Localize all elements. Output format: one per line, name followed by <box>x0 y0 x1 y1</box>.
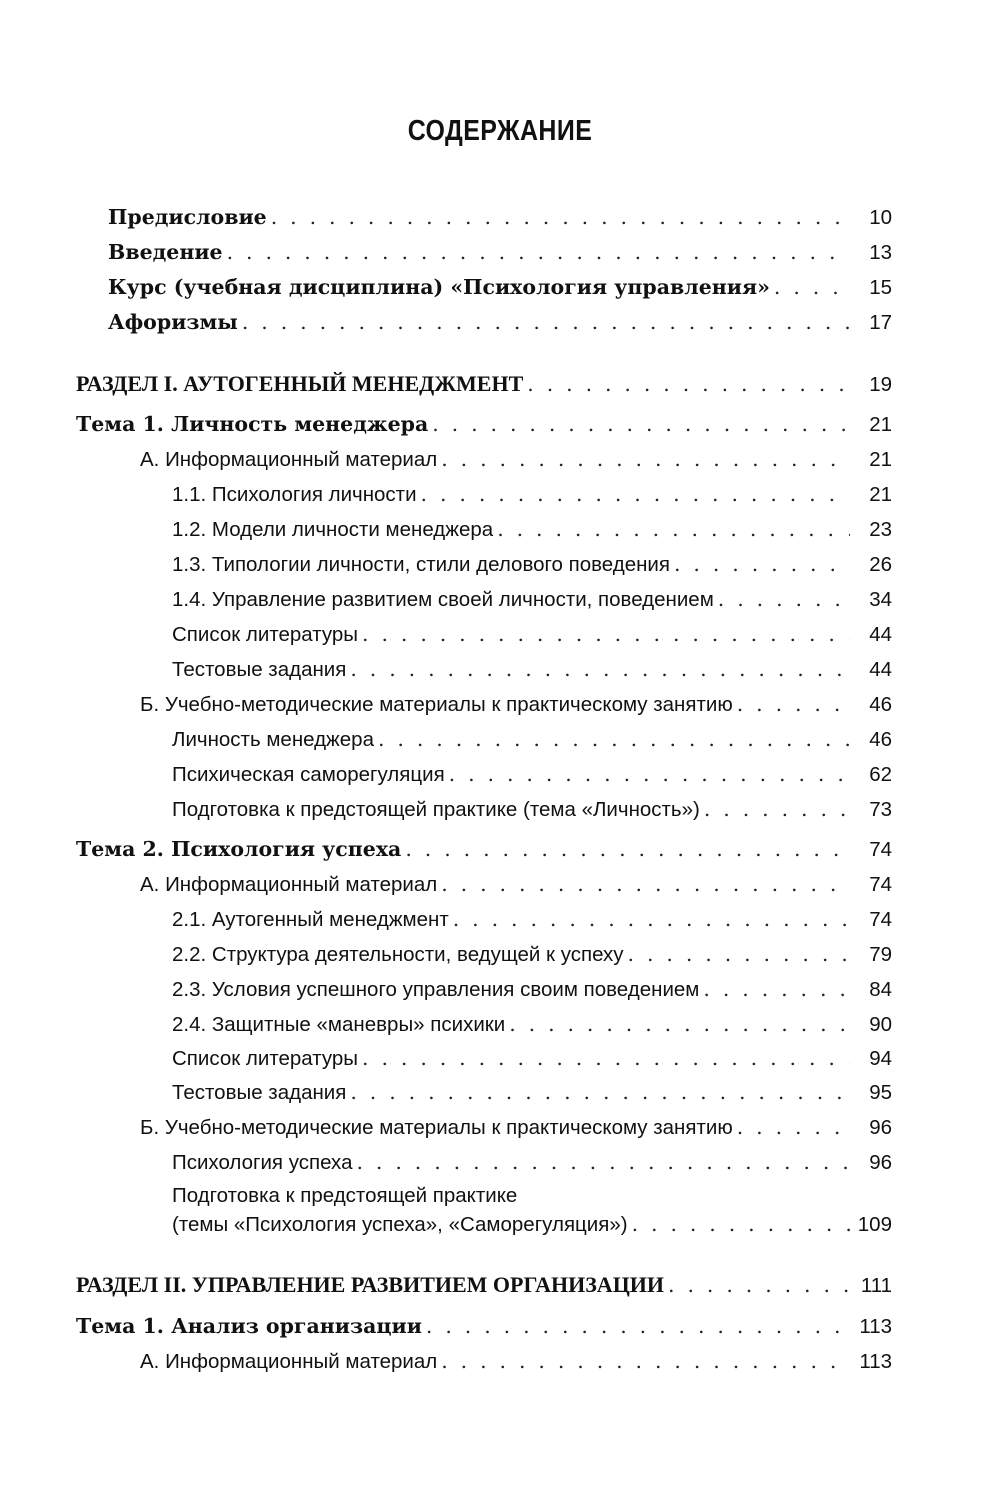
toc-entry-label: 2.1. Аутогенный менеджмент <box>172 908 449 931</box>
toc-page-number: 79 <box>869 943 892 966</box>
toc-page-number: 44 <box>869 623 892 646</box>
toc-page-number: 15 <box>869 276 892 299</box>
toc-entry-label: РАЗДЕЛ I. АУТОГЕННЫЙ МЕНЕДЖМЕНТ <box>76 371 524 396</box>
dot-leader <box>271 205 850 231</box>
toc-entry-label: РАЗДЕЛ II. УПРАВЛЕНИЕ РАЗВИТИЕМ ОРГАНИЗАЦИИ <box>76 1272 665 1297</box>
toc-page-number: 73 <box>869 798 892 821</box>
toc-entry-label: Тестовые задания <box>172 658 347 681</box>
toc-page-number: 74 <box>869 838 892 861</box>
toc-entry <box>172 1150 892 1176</box>
toc-entry-info-material <box>140 1349 892 1375</box>
toc-entry-info-material <box>140 872 892 898</box>
toc-entry-label: Тема 1. Личность менеджера <box>76 412 429 436</box>
dot-leader <box>350 1080 850 1106</box>
toc-entry-label: 1.3. Типологии личности, стили делового поведения <box>172 553 670 576</box>
toc-page-number: 74 <box>869 873 892 896</box>
toc-entry-label: Личность менеджера <box>172 728 374 751</box>
toc-page-number: 21 <box>869 448 892 471</box>
dot-leader <box>350 657 850 683</box>
toc-entry <box>172 1046 892 1072</box>
toc-entry-label: А. Информационный материал <box>140 873 438 896</box>
dot-leader <box>362 622 850 648</box>
toc-entry-methodical-materials <box>140 1115 892 1141</box>
toc-page-number: 74 <box>869 908 892 931</box>
dot-leader <box>421 482 850 508</box>
toc-entry-label: А. Информационный материал <box>140 448 438 471</box>
toc-page-number: 111 <box>860 1274 892 1297</box>
toc-entry-label: Список литературы <box>172 1047 359 1070</box>
toc-entry <box>172 1080 892 1106</box>
toc-page-number: 34 <box>869 588 892 611</box>
toc-entry-label: Б. Учебно-методические материалы к практическому занятию <box>140 1116 733 1139</box>
toc-entry-label: 2.4. Защитные «маневры» психики <box>172 1013 506 1036</box>
toc-entry <box>172 657 892 683</box>
dot-leader <box>441 872 850 898</box>
toc-entry-label: А. Информационный материал <box>140 1350 438 1373</box>
toc-entry <box>172 517 892 543</box>
toc-entry <box>172 977 892 1003</box>
toc-page-number: 13 <box>869 241 892 264</box>
dot-leader <box>227 240 850 266</box>
toc-entry-label: 2.3. Условия успешного управления своим поведением <box>172 978 700 1001</box>
toc-entry-label: Тема 1. Анализ организации <box>76 1314 422 1338</box>
dot-leader <box>668 1273 850 1299</box>
toc-entry-introduction <box>108 240 892 266</box>
toc-entry <box>172 622 892 648</box>
toc-page-number: 84 <box>869 978 892 1001</box>
toc-entry <box>172 797 892 823</box>
toc-page-number: 26 <box>869 553 892 576</box>
toc-section-1 <box>76 370 892 398</box>
toc-entry <box>172 942 892 968</box>
toc-page-number: 96 <box>869 1116 892 1139</box>
toc-topic-1-1 <box>76 412 892 438</box>
toc-page-number: 46 <box>869 693 892 716</box>
toc-topic-2-1 <box>76 1314 892 1340</box>
toc-entry-label: (темы «Психология успеха», «Саморегуляция») <box>172 1213 628 1236</box>
toc-entry-label: Психическая саморегуляция <box>172 763 445 786</box>
toc-page-number: 21 <box>869 413 892 436</box>
dot-leader <box>632 1212 850 1238</box>
toc-entry-info-material <box>140 447 892 473</box>
dot-leader <box>704 797 850 823</box>
toc-entry <box>172 1012 892 1038</box>
dot-leader <box>674 552 850 578</box>
toc-entry-course <box>108 275 892 301</box>
toc-entry <box>172 762 892 788</box>
toc-entry-label: Курс (учебная дисциплина) «Психология управления» <box>108 275 770 299</box>
dot-leader <box>737 1115 850 1141</box>
toc-entry-label: Тестовые задания <box>172 1081 347 1104</box>
toc-entry-label: 2.2. Структура деятельности, ведущей к успеху <box>172 943 624 966</box>
toc-entry <box>172 482 892 508</box>
dot-leader <box>628 942 850 968</box>
toc-entry-first-line: Подготовка к предстоящей практике <box>172 1184 518 1207</box>
toc-page-number: 46 <box>869 728 892 751</box>
dot-leader <box>497 517 850 543</box>
toc-entry-label: Предисловие <box>108 205 267 229</box>
toc-entry <box>172 907 892 933</box>
toc-page-number: 94 <box>869 1047 892 1070</box>
dot-leader <box>441 1349 850 1375</box>
dot-leader <box>356 1150 850 1176</box>
dot-leader <box>405 837 850 863</box>
dot-leader <box>426 1314 850 1340</box>
toc-entry-label: Тема 2. Психология успеха <box>76 837 402 861</box>
dot-leader <box>441 447 850 473</box>
toc-entry-aphorisms <box>108 310 892 336</box>
toc-page-number: 44 <box>869 658 892 681</box>
toc-page-number: 19 <box>869 373 892 396</box>
toc-page-number: 109 <box>857 1213 892 1236</box>
dot-leader <box>737 692 850 718</box>
toc-page-number: 113 <box>859 1315 892 1338</box>
toc-page-number: 23 <box>869 518 892 541</box>
toc-page-number: 90 <box>869 1013 892 1036</box>
toc-entry-label: Список литературы <box>172 623 359 646</box>
toc-page-number: 113 <box>859 1350 892 1373</box>
toc-page-number: 10 <box>869 206 892 229</box>
dot-leader <box>718 587 850 613</box>
toc-entry-label: 1.2. Модели личности менеджера <box>172 518 494 541</box>
toc-entry <box>172 587 892 613</box>
toc-entry <box>172 727 892 753</box>
dot-leader <box>703 977 850 1003</box>
dot-leader <box>527 372 850 398</box>
dot-leader <box>449 762 850 788</box>
toc-entry <box>172 1212 892 1238</box>
toc-entry-label: Афоризмы <box>108 310 238 334</box>
toc-page-number: 21 <box>869 483 892 506</box>
toc-entry <box>172 552 892 578</box>
toc-page-number: 62 <box>869 763 892 786</box>
toc-topic-1-2 <box>76 837 892 863</box>
toc-page-number: 96 <box>869 1151 892 1174</box>
dot-leader <box>362 1046 850 1072</box>
toc-page-number: 95 <box>869 1081 892 1104</box>
dot-leader <box>378 727 850 753</box>
toc-entry-label: Психология успеха <box>172 1151 353 1174</box>
dot-leader <box>509 1012 850 1038</box>
page-title: СОДЕРЖАНИЕ <box>407 115 593 147</box>
toc-entry-label: Введение <box>108 240 223 264</box>
dot-leader <box>242 310 850 336</box>
toc-page-number: 17 <box>869 311 892 334</box>
toc-entry-label: 1.1. Психология личности <box>172 483 417 506</box>
toc-entry-label: 1.4. Управление развитием своей личности, поведением <box>172 588 714 611</box>
toc-entry-preface <box>108 205 892 231</box>
toc-entry-label: Б. Учебно-методические материалы к практическому занятию <box>140 693 733 716</box>
toc-entry-label: Подготовка к предстоящей практике (тема «Личность») <box>172 798 700 821</box>
toc-entry-methodical-materials <box>140 692 892 718</box>
toc-section-2 <box>76 1271 892 1299</box>
dot-leader <box>774 275 850 301</box>
dot-leader <box>453 907 850 933</box>
dot-leader <box>432 412 850 438</box>
